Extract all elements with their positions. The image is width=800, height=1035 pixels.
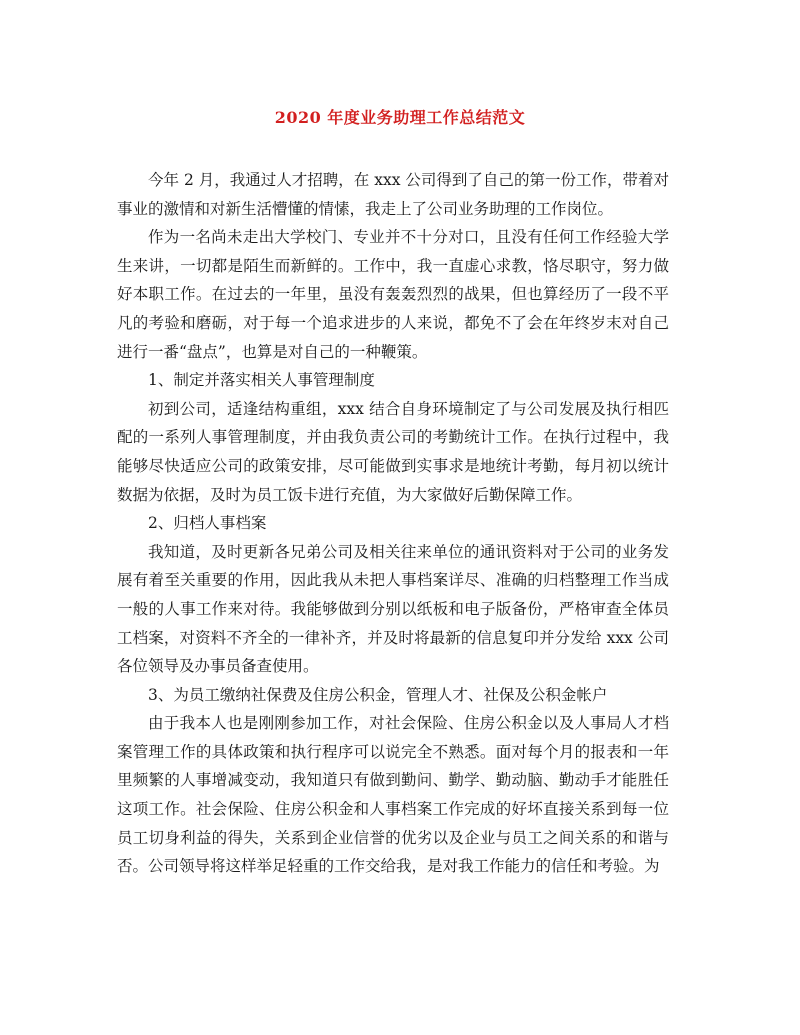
section-heading-2: 2、归档人事档案 xyxy=(148,514,267,533)
paragraph-intro: 今年 2 月，我通过人才招聘，在 xxx 公司得到了自己的第一份工作，带着对事业的激情和对新生活懵懂的情愫，我走上了公司业务助理的工作岗位。 xyxy=(117,171,669,218)
section-heading-1: 1、制定并落实相关人事管理制度 xyxy=(148,371,375,390)
paragraph-section-1: 初到公司，适逢结构重组，xxx 结合自身环境制定了与公司发展及执行相匹配的一系列人事管理制度，并由我负责公司的考勤统计工作。在执行过程中，我能够尽快适应公司的政策安排，尽可能做到实事求是地统计考勤，每月初以统计数据为依据，及时为员工饭卡进行充值，为大家做好后勤保障工作。 xyxy=(117,399,669,504)
paragraph-section-3: 由于我本人也是刚刚参加工作，对社会保险、住房公积金以及人事局人才档案管理工作的具体政策和执行程序可以说完全不熟悉。面对每个月的报表和一年里频繁的人事增减变动，我知道只有做到勤问、勤学、勤动脑、勤动手才能胜任这项工作。社会保险、住房公积金和人事档案工作完成的好坏直接关系到每一位员工切身利益的得失，关系到企业信誉的优劣以及企业与员工之间关系的和谐与否。公司领导将这样举足轻重的工作交给我，是对我工作能力的信任和考验。为 xyxy=(117,714,669,876)
paragraph-section-2: 我知道，及时更新各兄弟公司及相关往来单位的通讯资料对于公司的业务发展有着至关重要的作用，因此我从未把人事档案详尽、准确的归档整理工作当成一般的人事工作来对待。我能够做到分别以纸板和电子版备份，严格审查全体员工档案，对资料不齐全的一律补齐，并及时将最新的信息复印并分发给 xxx 公司各位领导及办事员备查使用。 xyxy=(117,542,669,676)
document-body xyxy=(117,166,669,881)
paragraph-background: 作为一名尚未走出大学校门、专业并不十分对口，且没有任何工作经验大学生来讲，一切都是陌生而新鲜的。工作中，我一直虚心求教，恪尽职守，努力做好本职工作。在过去的一年里，虽没有轰轰烈烈的战果，但也算经历了一段不平凡的考验和磨砺，对于每一个追求进步的人来说，都免不了会在年终岁末对自己进行一番“盘点”，也算是对自己的一种鞭策。 xyxy=(117,228,669,361)
section-heading-3: 3、为员工缴纳社保费及住房公积金，管理人才、社保及公积金帐户 xyxy=(148,685,608,704)
document-title: 2020 年度业务助理工作总结范文 xyxy=(274,108,526,127)
